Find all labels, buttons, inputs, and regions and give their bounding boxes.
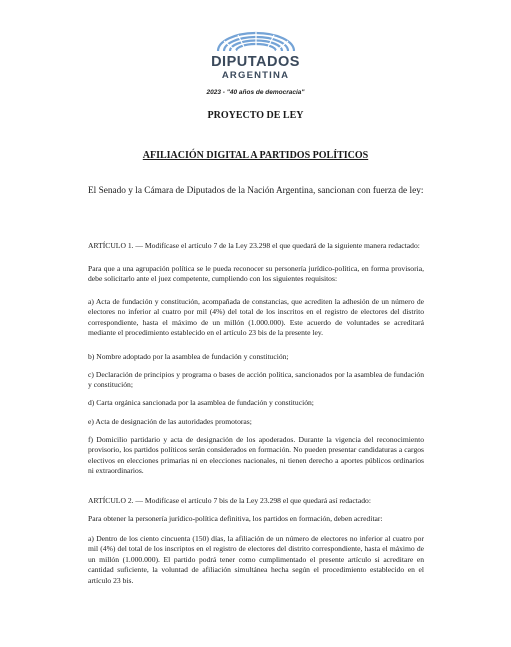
article-1-intro: Para que a una agrupación política se le pueda reconocer su personería jurídico-política, en forma provisoria, debe solicitarlo ante el juez competente, cumpliendo con los siguientes requisitos: (88, 264, 424, 284)
brand-name: DIPUTADOS (211, 54, 300, 70)
article-1-item-a: a) Acta de fundación y constitución, acompañada de constancias, que acrediten la adhesión de un número de electores no inferior al cuatro por mil (4%) del total de los inscritos en el registro de electores del distrito correspondiente, hasta el máximo de un millón (1.000.000). Este acuerdo de voluntades se acreditará mediante el procedimiento establecido en el artículo 23 bis de la presente ley. (88, 297, 424, 338)
article-2-intro: Para obtener la personería jurídico-política definitiva, los partidos en formación, deben acreditar: (88, 514, 383, 523)
brand-country: ARGENTINA (221, 70, 290, 81)
article-1-item-d: d) Carta orgánica sancionada por la asamblea de fundación y constitución; (88, 398, 314, 407)
enacting-clause: El Senado y la Cámara de Diputados de la Nación Argentina, sancionan con fuerza de ley: (88, 186, 424, 196)
document-title: AFILIACIÓN DIGITAL A PARTIDOS POLÍTICOS (142, 150, 369, 161)
article-1-item-f: f) Domicilio partidario y acta de designación de los apoderados. Durante la vigencia del reconocimiento provisorio, los partidos políticos serán considerados en formación. No pueden presentar candidaturas a cargos electivos en elecciones primarias ni en elecciones nacionales, ni tienen derecho a aportes públicos ordinarios ni extraordinarios. (88, 435, 424, 476)
article-2-item-a: a) Dentro de los ciento cincuenta (150) días, la afiliación de un número de electores no inferior al cuatro por mil (4%) del total de los inscriptos en el registro de electores del distrito correspondiente, hasta el máximo de un millón (1.000.000). El partido podrá tener como cumplimentado el presente artículo si acreditare en cantidad suficiente, la voluntad de afiliación simultánea hecha según el procedimiento establecido en el artículo 23 bis. (88, 534, 424, 585)
article-1-item-c: c) Declaración de principios y programa o bases de acción política, sancionados por la asamblea de fundación y constitución; (88, 370, 424, 390)
article-2-heading: ARTÍCULO 2. — Modifícase el artículo 7 bis de la Ley 23.298 el que quedará así redactado: (88, 496, 371, 505)
article-1-item-b: b) Nombre adoptado por la asamblea de fundación y constitución; (88, 352, 289, 361)
article-1-heading: ARTÍCULO 1. — Modifícase el artículo 7 de la Ley 23.298 el que quedará de la siguiente manera redactado: (88, 241, 420, 250)
header-logo (0, 30, 511, 82)
year-tagline: 2023 - "40 años de democracia" (206, 89, 305, 96)
chamber-arc-icon (208, 30, 304, 52)
article-1-item-e: e) Acta de designación de las autoridades promotoras; (88, 417, 252, 426)
document-type: PROYECTO DE LEY (207, 110, 304, 121)
